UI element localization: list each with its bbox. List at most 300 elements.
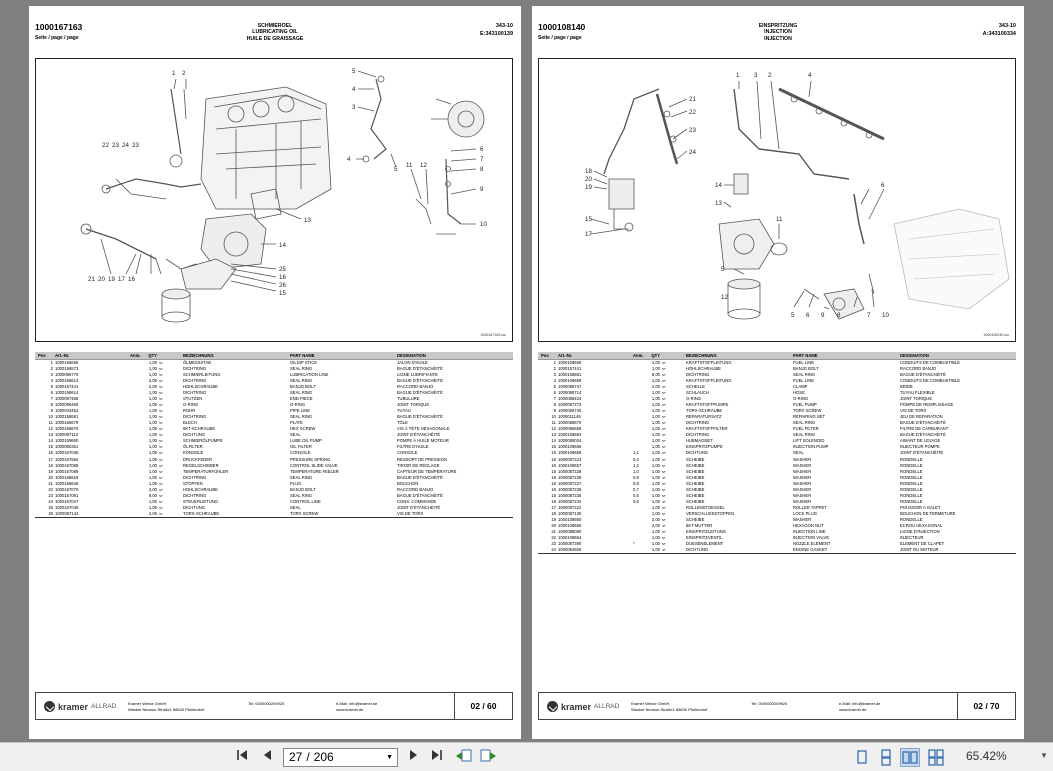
prev-page-icon[interactable] [258,748,276,767]
cell-de: ÖLMESSSTAB [183,360,212,365]
cell-unit: ST [662,439,666,444]
cell-unit: ST [662,523,666,528]
cell-unit: ST [662,403,666,408]
cell-unit: ST [662,367,666,372]
section-title: EINSPRITZUNG INJECTION INJECTION [758,23,798,42]
cell-pos: 16 [551,480,556,486]
cell-art: 1000167045 [55,450,79,456]
cell-de: SCHEIBE [686,474,705,480]
cell-de: DICHTRING [686,420,710,426]
cell-de: KRAFTSTOFFLEITUNG [686,360,732,365]
cell-en: WASHER [793,492,812,498]
callout: 7 [867,312,871,319]
cell-pos: 5 [553,384,556,390]
cell-qty: 1,00 [148,396,157,402]
cell-fr: RONDELLE [900,516,923,522]
parts-table [538,352,1016,554]
cell-unit: ST [662,379,666,384]
callout: 7 [480,156,484,163]
callout: 17 [585,231,592,238]
cell-de: ROHR [183,408,196,414]
cell-pos: 14 [551,438,556,444]
cell-fr: CAPTEUR DE TEMPÉRATURE [397,468,457,474]
callout: 14 [279,242,286,249]
cell-pos: 26 [48,510,53,516]
cell-qty: 1,00 [148,450,157,456]
cell-unit: ST [662,397,666,402]
cell-en: OIL FILTER [290,444,312,450]
cell-art: 1000086670 [558,420,582,426]
cell-en: HEXAGON NUT [793,522,824,528]
cell-pos: 22 [551,534,556,540]
cell-unit: ST [159,397,163,402]
cell-qty: 1,00 [651,486,660,492]
cell-pos: 19 [551,516,556,522]
cell-anm: 1,0 [633,468,639,474]
go-forward-icon[interactable] [478,748,498,767]
cell-qty: 2,00 [148,378,157,384]
page-number-input[interactable]: 27 / 206 ▼ [283,748,398,767]
cell-de: HUBMAGNET [686,438,713,444]
cell-pos: 1 [50,360,53,365]
cell-fr: JOINT DU MOTEUR [900,546,939,552]
cell-en: WASHER [793,468,812,474]
go-back-icon[interactable] [454,748,474,767]
cell-qty: 1,00 [651,408,660,414]
cell-anm: 1,1 [633,450,639,456]
cell-unit: ST [662,445,666,450]
cell-en: CONTROL SLIDE VALVE [290,462,338,468]
cell-art: 1000109666 [558,444,582,450]
cell-anm: 0,7 [633,486,639,492]
cell-en: SEAL [290,432,301,438]
callout: 15 [279,290,286,297]
cell-en: SEAL [793,450,804,456]
cell-qty: 1,00 [148,408,157,414]
callout: 4 [352,86,356,93]
cell-unit: ST [159,457,163,462]
cell-unit: ST [662,361,666,365]
cell-qty: 1,00 [148,468,157,474]
cell-en: LIFT SOLENOID [793,438,825,444]
exploded-parts-diagram [35,58,513,342]
cell-pos: 9 [50,408,53,414]
cell-en: FUEL PUMP [793,402,817,408]
cell-de: REPARATURSATZ [686,414,722,420]
cell-fr: VIS À TÊTE HEXAGONALE [397,426,450,432]
cell-qty: 1,00 [148,444,157,450]
cell-art: 1000096770 [55,372,79,378]
cell-fr: LIGNE D'INJECTION [900,528,940,534]
cell-unit: ST [159,481,163,486]
cell-en: LUBRICATION LINE [290,372,329,378]
page-number: 02 / 60 [454,693,512,719]
cell-pos: 3 [50,372,53,378]
cell-qty: 4,00 [148,486,157,492]
company-address: Kramer Werke GmbH Wacker Neuson-Straße1 88630 Pfullendorf [128,701,205,712]
cell-pos: 16 [551,450,556,456]
cell-unit: ST [662,373,666,378]
cell-unit: ST [159,409,163,414]
callout: 24 [122,142,129,149]
document-page-left [29,6,521,739]
callout: 9 [480,186,484,193]
cell-qty: 1,00 [148,360,157,365]
cell-fr: BAGUE D'ÉTANCHÉITÉ [397,390,443,396]
callout: 24 [689,149,696,156]
cell-unit: ST [159,373,163,378]
cell-pos: 16 [551,486,556,492]
chevron-down-icon[interactable]: ▼ [386,754,393,761]
cell-pos: 3 [553,372,556,378]
cell-anm: 1,2 [633,462,639,468]
cell-en: PIPE LINE [290,408,311,414]
section-code: 343-10 E:343100139 [479,23,513,37]
cell-fr: TIROIR DE RÉGLAGE [397,462,440,468]
cell-unit: ST [662,481,666,486]
parts-table [35,352,513,518]
callout: 1 [172,70,176,77]
cell-pos: 16 [551,456,556,462]
cell-pos: 19 [48,468,53,474]
cell-art: 1000158614 [55,390,79,396]
cell-unit: ST [662,427,666,432]
cell-pos: 10 [551,414,556,420]
cell-fr: BRIDE [900,384,913,390]
kramer-logo: kramer ALLRAD [547,701,619,712]
cell-fr: RONDELLE [900,462,923,468]
cell-de: DICHTRING [183,414,207,420]
cell-unit: ST [159,367,163,372]
cell-qty: 1,00 [651,504,660,510]
cell-unit: ST [159,511,163,516]
cell-de: DICHTUNG [686,546,709,552]
cell-unit: ST [159,379,163,384]
cell-pos: 4 [50,378,53,384]
cell-en: FUEL FILTER [793,426,819,432]
cell-fr: LIGNE LUBRIFIANTE [397,372,438,378]
cell-pos: 24 [551,546,556,552]
cell-fr: RONDELLE [900,468,923,474]
cell-art: 1000087390 [558,540,582,546]
cell-fr: RESSORT DE PRESSION [397,456,447,462]
cell-unit: ST [662,511,666,516]
cell-de: SCHEIBE [686,468,705,474]
cell-qty: 1,00 [148,438,157,444]
cell-qty: 1,00 [148,474,157,480]
cell-art: 1000087236 [558,486,582,492]
cell-unit: ST [159,439,163,444]
cell-qty: 1,00 [651,456,660,462]
zoom-level[interactable]: 65.42% [966,749,1007,763]
callout: 6 [480,146,484,153]
cell-art: 1000156655 [55,360,79,365]
cell-art: 1000109664 [558,534,582,540]
cell-anm: 0,8 [633,480,639,486]
company-phone: Tel: 0000000209920 [248,701,285,706]
cell-art: 1000157441 [55,384,79,390]
cell-unit: ST [159,415,163,420]
cell-unit: ST [159,493,163,498]
cell-fr: CONDUITS DE COMBUSTIBLE [900,378,961,384]
cell-de: KRAFTSTOFFPUMPE [686,402,729,408]
company-contact: e-Mail: info@kramer.de www.kramer.de [336,701,378,712]
callout: 3 [352,104,356,111]
cell-pos: 21 [48,480,53,486]
kramer-logo-icon [547,701,558,712]
cell-de: STEUERLEITUNG [183,498,219,504]
cell-anm: * [633,540,635,546]
cell-en: WASHER [793,480,812,486]
cell-en: SEAL RING [793,420,816,426]
cell-qty: 1,00 [148,504,157,510]
cell-de: KRAFTSTOFFLEITUNG [686,378,732,384]
cell-pos: 16 [551,498,556,504]
cell-art: 1000156573 [55,366,79,372]
cell-art: 1000167070 [55,486,79,492]
cell-fr: RONDELLE [900,498,923,504]
cell-en: INJECTION LINE [793,528,826,534]
cell-de: DICHTRING [183,492,207,498]
cell-qty: 1,00 [651,492,660,498]
cell-de: DICHTRING [183,366,207,372]
first-page-icon[interactable] [233,748,251,767]
cell-pos: 25 [48,504,53,510]
cell-unit: ST [662,505,666,510]
cell-unit: ST [159,475,163,480]
cell-unit: ST [662,547,666,552]
cell-qty: 1,00 [651,462,660,468]
cell-de: VERSCHLUSSSTOPFEN [686,510,735,516]
cell-pos: 8 [50,402,53,408]
callout: 6 [806,312,810,319]
cell-de: SCHMIERLEITUNG [183,372,221,378]
cell-en: SEAL RING [290,474,313,480]
cell-art: 1000167047 [55,498,79,504]
table-body [538,360,1016,554]
cell-qty: 1,00 [148,420,157,426]
cell-pos: 13 [551,432,556,438]
single-page-view-icon[interactable] [852,748,872,767]
cell-art: 1000086424 [558,396,582,402]
callout: 17 [118,276,125,283]
cell-unit: ST [662,529,666,534]
cell-art: 1000086656 [558,426,582,432]
cell-en: PLATE [290,420,303,426]
cell-unit: ST [662,469,666,474]
cell-art: 1000167584 [55,456,79,462]
callout: 6 [881,182,885,189]
callout: 18 [585,168,592,175]
cell-qty: 1,00 [651,420,660,426]
cell-qty: 1,00 [651,444,660,450]
callout: 5 [791,312,795,319]
cell-pos: 16 [551,492,556,498]
cell-pos: 13 [48,432,53,438]
two-page-view-icon[interactable] [900,748,920,767]
cell-de: REGELSCHIEBER [183,462,219,468]
cell-de: ÖLFILTER [183,444,203,450]
callout: 25 [279,266,286,273]
callout: 13 [715,200,722,207]
cell-unit: ST [662,451,666,456]
callout: 3 [754,72,758,79]
cell-unit: ST [662,499,666,504]
callout: 12 [420,162,427,169]
cell-de: ROLLENSTOESSEL [686,504,725,510]
callout: 13 [304,217,311,224]
cell-art: 1000084605 [558,546,582,552]
cell-de: 6KT-MUTTER [686,522,713,528]
cell-pos: 12 [48,426,53,432]
cell-fr: CONS. COMMANDE [397,498,437,504]
cell-art: 1000086714 [558,390,582,396]
cell-en: SEAL RING [290,492,313,498]
cell-fr: JALON D'HUILE [397,360,428,365]
cell-fr: TÔLE [397,420,408,426]
cell-de: SCHEIBE [686,486,705,492]
cell-qty: 2,00 [651,516,660,522]
cell-en: WASHER [793,462,812,468]
cell-qty: 1,00 [651,468,660,474]
cell-anm: 0,4 [633,456,639,462]
cell-art: 1000086747 [558,384,582,390]
cell-art: 1000087238 [558,474,582,480]
cell-unit: ST [159,469,163,474]
callout: 5 [394,166,398,173]
cell-de: BLECH [183,420,197,426]
callout: 19 [108,276,115,283]
page-footer [538,692,1016,720]
cell-fr: CONSOLE [397,450,418,456]
section-title: SCHMIEROEL LUBRICATING OIL HUILE DE GRAISSAGE [246,23,304,42]
cell-qty: 2,00 [651,522,660,528]
cell-qty: 1,00 [651,378,660,384]
company-address: Kramer Werke GmbH Wacker Neuson-Straße1 88630 Pfullendorf [631,701,708,712]
cell-de: EINSPRITZLEITUNG [686,528,727,534]
cell-pos: 16 [551,474,556,480]
cell-qty: 1,00 [651,366,660,372]
cell-pos: 7 [553,396,556,402]
cell-de: DICHTRING [686,432,710,438]
cell-fr: VIS DE TORX [397,510,424,516]
cell-de: O-RING [183,402,199,408]
cell-unit: ST [159,505,163,510]
callout: 21 [88,276,95,283]
cell-en: CLAMP [793,384,808,390]
table-end-rule [538,553,1016,554]
cell-unit: ST [159,403,163,408]
cell-en: TEMPERATURE FEELER [290,468,339,474]
cell-art: 1000158683 [558,432,582,438]
cell-fr: TUYAU FLEXIBLE [900,390,935,396]
doc-number: 1000167163 [35,22,83,32]
cell-unit: ST [159,487,163,492]
cell-en: BANJO BOLT [290,486,316,492]
next-page-icon[interactable] [405,748,423,767]
callout: 26 [279,282,286,289]
cell-qty: 2,00 [148,384,157,390]
cell-fr: TUBULURE [397,396,420,402]
cell-en: O-RING [290,402,306,408]
continuous-view-icon[interactable] [876,748,896,767]
callout: 20 [585,176,592,183]
cell-pos: 16 [48,450,53,456]
cell-fr: CONDUITS DE COMBUSTIBLE [900,360,961,365]
cell-en: WASHER [793,498,812,504]
cell-art: 1000087113 [55,432,78,438]
page-label: Seite / page / page [538,35,582,41]
callout: 10 [480,221,487,228]
cell-unit: ST [662,391,666,396]
cell-de: EINSPRITZVENTIL [686,534,723,540]
cell-de: DRUCKFEDER [183,456,213,462]
cell-unit: ST [662,421,666,426]
cell-de: SCHEIBE [686,480,705,486]
cell-fr: BAGUE D'ÉTANCHÉITÉ [397,492,443,498]
kramer-logo: kramer ALLRAD [44,701,116,712]
cell-de: DICHTRING [183,474,207,480]
cell-fr: RONDELLE [900,492,923,498]
cell-qty: 1,00 [651,432,660,438]
cell-art: 1000087273 [558,402,582,408]
viewer-toolbar [0,742,1053,771]
callout: 14 [715,182,722,189]
cell-fr: FILTRE D'HUILE [397,444,429,450]
callout: 16 [279,274,286,281]
cell-pos: 21 [551,528,556,534]
callout: 2 [182,70,186,77]
callout: 11 [776,216,783,223]
callout: 23 [132,142,139,149]
cell-qty: 1,00 [148,480,157,486]
cell-fr: RONDELLE [900,456,923,462]
cell-art: 1000167088 [55,462,79,468]
page-number: 02 / 70 [957,693,1015,719]
cell-qty: 1,00 [148,402,157,408]
cell-qty: 1,00 [651,534,660,540]
cell-art: 1000156679 [55,420,79,426]
callout: 1 [736,72,740,79]
cell-fr: BAGUE D'ÉTANCHÉITÉ [900,372,946,378]
table-body [35,360,513,518]
cell-art: 1000109659 [558,360,582,365]
cell-fr: POUSSOIR A GALET [900,504,941,510]
cell-en: FUEL LINE [793,360,815,365]
cell-fr: BAGUE D'ÉTANCHÉITÉ [397,366,443,372]
cell-qty: 1,00 [148,456,157,462]
two-page-continuous-icon[interactable] [926,748,946,767]
callout: 15 [585,216,592,223]
chevron-down-icon[interactable]: ▼ [1040,751,1048,760]
cell-en: SEAL RING [290,378,313,384]
cell-fr: BAGUE D'ÉTANCHÉITÉ [397,474,443,480]
cell-qty: 1,00 [148,432,157,438]
cell-qty: 1,00 [651,474,660,480]
cell-unit: ST [159,463,163,468]
cell-de: DICHTUNG [686,450,709,456]
injection-drawing [539,59,1016,342]
last-page-icon[interactable] [428,748,446,767]
cell-fr: JOINT D'ÉTANCHÉITÉ [397,432,441,438]
exploded-parts-diagram [538,58,1016,342]
cell-fr: BOUCHON [397,480,419,486]
cell-en: NOZZLE ELEMENT [793,540,831,546]
cell-qty: 1,00 [148,498,157,504]
cell-qty: 1,00 [148,366,157,372]
cell-fr: JOINT D'ÉTANCHÉITÉ [397,504,441,510]
cell-en: LUBE.OIL PUMP [290,438,322,444]
